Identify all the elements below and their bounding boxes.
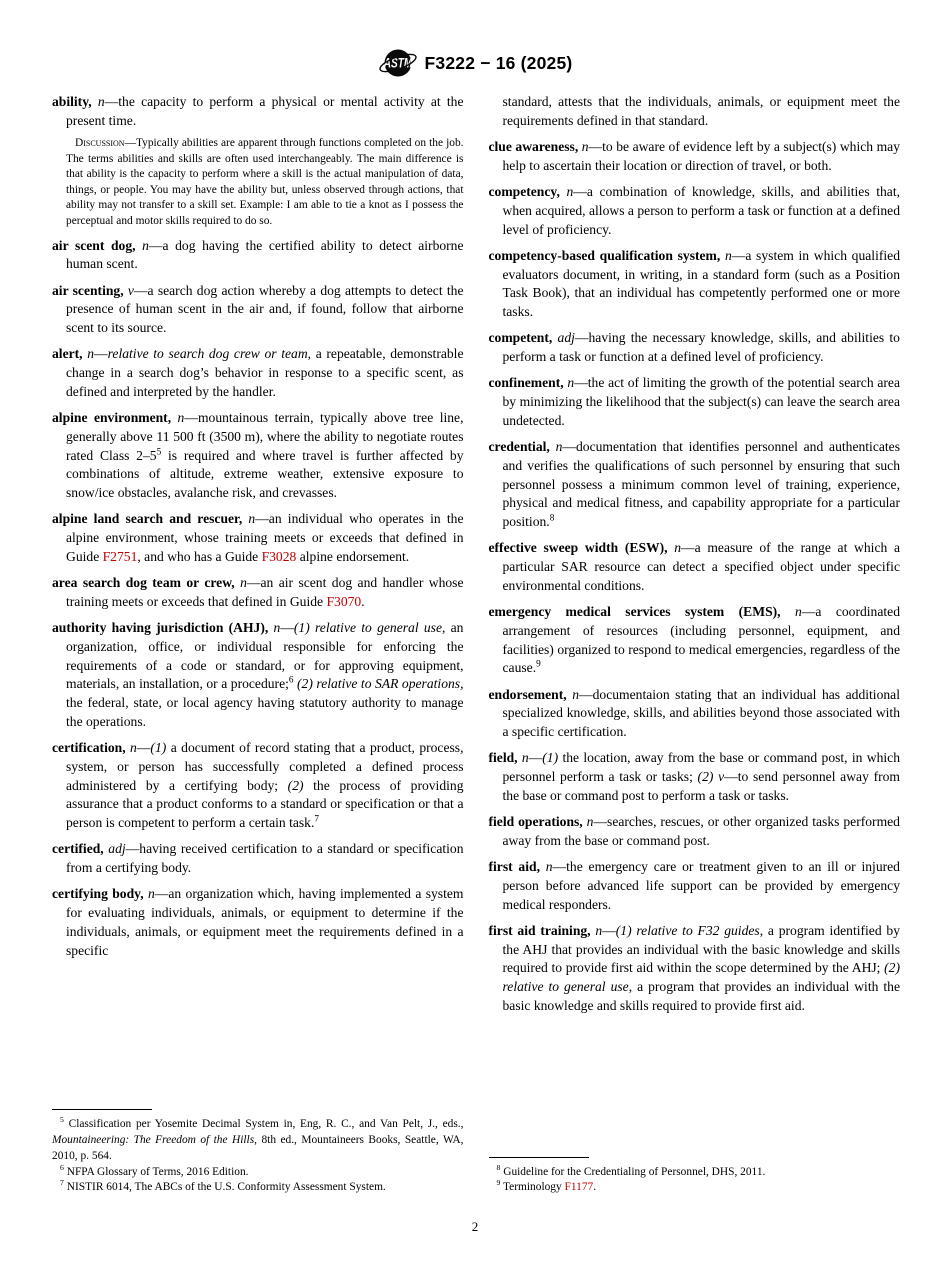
term-entry: first aid training, n—(1) relative to F32 guides, a program identified by the AHJ that provides an individual with the basic knowledge and skills required to provide first aid within the scope determined by the AHJ; (2) relative to general use, a program that provides an individual with the basic knowledge and skills required to provide first aid.: [488, 922, 901, 1013]
page-header: [0, 44, 950, 82]
term-entry: ability, n—the capacity to perform a physical or mental activity at the present time.: [52, 94, 464, 128]
term-entry: certifying body, n—an organization which, having implemented a system for evaluating individuals, animals, or equipment to determine if the individuals, animals, or equipment meet the requirements defined in a specific: [52, 886, 464, 958]
term-entry: competent, adj—having the necessary knowledge, skills, and abilities to perform a task or function at a defined level of proficiency.: [488, 330, 900, 364]
term-entry: competency-based qualification system, n—a system in which qualified evaluators document, in writing, in a standard form (such as a Position Task Book), that an individual has competently performed one or more tasks.: [488, 247, 900, 319]
term-entry: alpine land search and rescuer, n—an individual who operates in the alpine environment, whose training meets or exceeds that defined in Guide F2751, and who has a Guide F3028 alpine endorsement.: [52, 511, 464, 564]
guide-link[interactable]: F1177: [564, 1181, 594, 1194]
page-footer: [0, 1218, 950, 1236]
left-column: [52, 93, 464, 1196]
footnote: $^8$ Guideline for the Credentialing of Personnel, DHS, 2011.: [496, 1162, 766, 1178]
discussion-note: Discussion—Typically abilities are apparent through functions completed on the job. The terms abilities and skills are often used interchangeably. The main difference is that ability is the capacity to perform where a skill is the actual manipulation of data, things, or people. You may have the ability but, unless observed through actions, that ability may not transfer to a skill set. Example: I am able to tie a knot as I possess the perceptual and motor skills required to do so.: [66, 137, 464, 227]
guide-link[interactable]: F3070: [326, 593, 362, 609]
guide-link[interactable]: F3028: [261, 548, 297, 564]
term-entry: certified, adj—having received certification to a standard or specification from a certifying body.: [52, 841, 464, 875]
doc-number: F3222 − 16 (2025): [424, 52, 573, 73]
term-entry: field, n—(1) the location, away from the base or command post, in which personnel perform a task or tasks; (2) v—to send personnel away from the base or command post to perform a task or tasks.: [488, 750, 900, 803]
term-entry: emergency medical services system (EMS), n—a coordinated arrangement of resources (including personnel, equipment, and facilities) organized to respond to medical emergencies, regardless of the cause.$^9$: [488, 604, 900, 676]
term-entry: clue awareness, n—to be aware of evidence left by a subject(s) which may help to ascertain their location or direction of travel, or both.: [488, 139, 900, 173]
term-entry: alert, n—relative to search dog crew or team, a repeatable, demonstrable change in a search dog’s behavior in response to a specific scent, as defined and interpreted by the handler.: [52, 346, 464, 399]
svg-text:ASTM: ASTM: [383, 54, 412, 71]
term-entry: credential, n—documentation that identifies personnel and authenticates and verifies the qualifications of such personnel by ensuring that such personnel possess a minimum common level of training, experience, physical and medical fitness, and capability appropriate for a particular position.$^8$: [488, 439, 900, 529]
page-number: 2: [471, 1219, 479, 1235]
term-entry: certification, n—(1) a document of record stating that a product, process, system, or person has successfully completed a defined process administered by a certifying body; (2) the process of providing assurance that a product conforms to a standard or specification or that a person is competent to perform a certain task.$^7$: [52, 740, 464, 830]
term-entry: endorsement, n—documentaion stating that an individual has additional specialized knowledge, skills, and abilities beyond those associated with a specific certification.: [488, 686, 900, 739]
footnote: $^5$ Classification per Yosemite Decimal System in, Eng, R. C., and Van Pelt, J., eds., Mountaineering: The Freedom of the Hills, 8th ed., Mountaineers Books, Seattle, WA, 2010, p. 564.: [52, 1115, 464, 1162]
footnote: $^9$ Terminology F1177.: [496, 1178, 597, 1194]
term-entry: alpine environment, n—mountainous terrain, typically above tree line, generally above 11 500 ft (3500 m), where the ability to negotiate routes rated Class $2-5^5$ is required and where travel is further affected by combinations of altitude, extreme weather, extensive exposure to snow/ice obstacles, avalanche risk, and crevasses.: [52, 410, 464, 500]
term-entry: effective sweep width (ESW), n—a measure of the range at which a particular SAR resource can detect a specified object under specific environmental conditions.: [488, 540, 900, 593]
term-entry: competency, n—a combination of knowledge, skills, and abilities that, when acquired, allows a person to perform a task or function at a defined level of proficiency.: [488, 184, 900, 237]
footnote-rule: [52, 1109, 152, 1110]
term-entry: air scent dog, n—a dog having the certified ability to detect airborne human scent.: [52, 237, 464, 272]
footnote: $^6$ NFPA Glossary of Terms, 2016 Edition.: [60, 1162, 249, 1178]
footnote: $^7$ NISTIR 6014, The ABCs of the U.S. Conformity Assessment System.: [60, 1178, 386, 1194]
left-footnotes: [52, 1109, 464, 1196]
two-column-body: [52, 93, 900, 1196]
term-entry: authority having jurisdiction (AHJ), n—(1) relative to general use, an organization, office, or individual responsible for enforcing the requirements of a code or standard, or for approving equipment, materials, an installation, or a procedure;$^6$ (2) relative to SAR operations, the federal, state, or local agency having statutory authority to manage the operations.: [52, 620, 464, 729]
right-footnote-list: [489, 1162, 901, 1196]
footnote-rule: [489, 1157, 589, 1158]
guide-link[interactable]: F2751: [102, 548, 138, 564]
left-footnote-list: [52, 1117, 464, 1196]
right-footnotes: [489, 1157, 901, 1196]
left-entries: [52, 93, 464, 960]
term-entry: first aid, n—the emergency care or treatment given to an ill or injured person before advanced life support can be provided by emergency medical responders.: [488, 859, 900, 912]
term-entry: field operations, n—searches, rescues, or other organized tasks performed away from the base or command post.: [488, 814, 900, 848]
term-entry: standard, attests that the individuals, animals, or equipment meet the requirements defined in that standard.: [502, 94, 900, 128]
term-entry: area search dog team or crew, n—an air scent dog and handler whose training meets or exceeds that defined in Guide F3070.: [52, 575, 464, 609]
astm-logo-icon: [378, 44, 418, 82]
term-entry: air scenting, v—a search dog action whereby a dog attempts to detect the presence of human scent in the air and, if found, follow that airborne scent to its source.: [52, 282, 464, 335]
right-entries: [489, 93, 901, 1023]
term-entry: confinement, n—the act of limiting the growth of the potential search area by minimizing the likelihood that the subject(s) can leave the search area undetected.: [488, 375, 900, 428]
right-column: [489, 93, 901, 1196]
